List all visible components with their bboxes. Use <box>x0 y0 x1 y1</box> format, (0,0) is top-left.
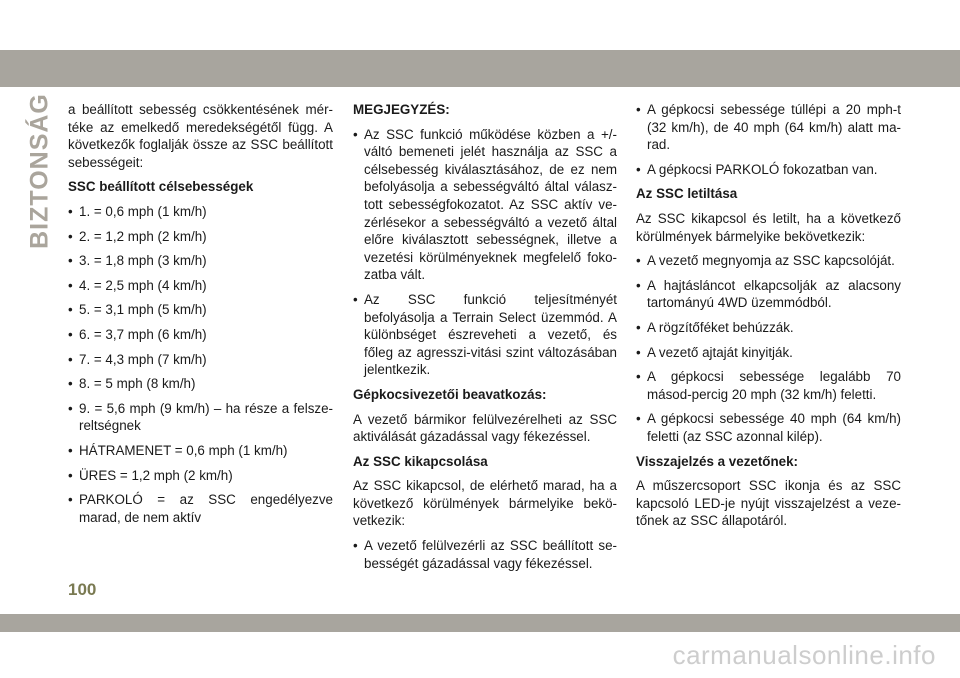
bullet-icon: • <box>68 253 73 269</box>
bullet-item <box>68 203 333 221</box>
bullet-icon: • <box>68 228 73 244</box>
bullet-text: HÁTRAMENET = 0,6 mph (1 km/h) <box>79 442 288 458</box>
bullet-icon: • <box>353 126 358 142</box>
bullet-text: 7. = 4,3 mph (7 km/h) <box>79 351 207 367</box>
bullet-text: A gépkocsi sebessége 40 mph (64 km/h) feletti (az SSC azonnal kilép). <box>647 411 901 444</box>
bullet-text: 2. = 1,2 mph (2 km/h) <box>79 228 207 244</box>
bullet-item <box>68 301 333 319</box>
bullet-icon: • <box>636 319 641 335</box>
bullet-text: 5. = 3,1 mph (5 km/h) <box>79 302 207 318</box>
bullet-item <box>68 442 333 460</box>
section-tab <box>25 92 54 249</box>
section-heading: Az SSC letiltása <box>636 186 738 202</box>
bullet-item <box>636 410 901 445</box>
bullet-text: 1. = 0,6 mph (1 km/h) <box>79 203 207 219</box>
bullet-icon: • <box>68 467 73 483</box>
bullet-item <box>68 228 333 246</box>
bullet-text: A gépkocsi PARKOLÓ fokozatban van. <box>647 161 878 177</box>
section-heading: MEGJEGYZÉS: <box>353 102 450 117</box>
body-paragraph: A vezető bármikor felülvezérelheti az SSC aktiválását gázadással vagy fékezéssel. <box>353 411 617 445</box>
section-heading: Az SSC kikapcsolása <box>353 453 488 469</box>
text-column-1 <box>68 101 333 533</box>
bullet-icon: • <box>353 538 358 554</box>
bullet-text: 8. = 5 mph (8 km/h) <box>79 376 196 392</box>
bullet-text: A vezető megnyomja az SSC kapcsolóját. <box>647 253 895 269</box>
bullet-icon: • <box>636 369 641 385</box>
text-column-2 <box>353 101 617 579</box>
bullet-item <box>68 252 333 270</box>
text-column-3 <box>636 101 901 537</box>
bullet-text: 6. = 3,7 mph (6 km/h) <box>79 326 207 342</box>
bullet-icon: • <box>68 351 73 367</box>
bullet-text: PARKOLÓ = az SSC engedélyezve marad, de nem aktív <box>79 492 333 525</box>
bullet-item <box>353 126 617 284</box>
bullet-icon: • <box>636 277 641 293</box>
bullet-text: A gépkocsi sebessége legalább 70 másod-percig 20 mph (32 km/h) feletti. <box>647 369 901 402</box>
bullet-text: A vezető ajtaját kinyitják. <box>647 344 793 360</box>
bullet-icon: • <box>636 102 641 117</box>
section-heading: Visszajelzés a vezetőnek: <box>636 453 799 469</box>
bullet-item <box>636 161 901 179</box>
bullet-item <box>68 467 333 485</box>
page-number: 100 <box>68 580 97 599</box>
bullet-text: Az SSC funkció teljesítményét befolyásolja a Terrain Select üzemmód. A különbséget észreveheti a vezető, és főleg az agresszi-vitási szint változásában jelentkezik. <box>364 291 617 378</box>
bullet-item <box>353 537 617 572</box>
bullet-text: A vezető felülvezérli az SSC beállított se-bességét gázadással vagy fékezéssel. <box>364 538 617 571</box>
bullet-item <box>636 344 901 362</box>
bullet-icon: • <box>636 411 641 427</box>
bullet-item <box>68 375 333 393</box>
bullet-icon: • <box>68 203 73 219</box>
bullet-item <box>68 326 333 344</box>
bullet-text: 4. = 2,5 mph (4 km/h) <box>79 277 207 293</box>
body-paragraph: A műszercsoport SSC ikonja és az SSC kapcsoló LED-je nyújt visszajelzést a veze-tőnek az SSC állapotáról. <box>636 478 901 529</box>
header-bar <box>0 50 960 87</box>
bullet-icon: • <box>68 442 73 458</box>
bullet-item <box>68 400 333 435</box>
watermark: carmanualsonline.info <box>672 640 936 670</box>
bullet-icon: • <box>68 326 73 342</box>
bullet-icon: • <box>68 302 73 318</box>
bullet-icon: • <box>68 400 73 416</box>
bullet-item <box>636 319 901 337</box>
bullet-icon: • <box>68 277 73 293</box>
section-heading: Gépkocsivezetői beavatkozás: <box>353 386 547 402</box>
bullet-icon: • <box>68 376 73 392</box>
bullet-icon: • <box>636 253 641 269</box>
bullet-text: A hajtásláncot elkapcsolják az alacsony tartományú 4WD üzemmódból. <box>647 277 901 311</box>
bullet-text: Az SSC funkció működése közben a +/- váltó bemeneti jelét használja az SSC a célsebesség kiválasztásához, de ez nem befolyásolja a sebességváltó által válasz-tott sebességfokozatot. Az SSC aktív ve-zérlésekor a sebességváltó a vezető által előre kiválasztott sebességnek, illetve a vezetési körülményeknek megfelelő foko-zatba vált. <box>364 126 617 283</box>
bullet-item <box>636 368 901 403</box>
body-paragraph: Az SSC kikapcsol, de elérhető marad, ha a következő körülmények bármelyike bekö-vetkezik: <box>353 478 617 529</box>
bullet-item <box>68 277 333 295</box>
bullet-text: A rögzítőféket behúzzák. <box>647 319 794 335</box>
section-tab-label: BIZTONSÁG <box>25 92 54 249</box>
bullet-text: 3. = 1,8 mph (3 km/h) <box>79 253 207 269</box>
bullet-item <box>636 252 901 270</box>
section-heading: SSC beállított célsebességek <box>68 179 254 195</box>
body-paragraph: Az SSC kikapcsol és letilt, ha a következő körülmények bármelyike bekövetkezik: <box>636 210 901 244</box>
bullet-icon: • <box>636 161 641 177</box>
bullet-text: A gépkocsi sebessége túllépi a 20 mph-t (32 km/h), de 40 mph (64 km/h) alatt ma-rad. <box>647 102 901 153</box>
bullet-item <box>636 101 901 154</box>
bullet-icon: • <box>636 344 641 360</box>
footer-bar <box>0 614 960 632</box>
bullet-item <box>68 351 333 369</box>
bullet-icon: • <box>68 492 73 508</box>
bullet-item <box>636 277 901 312</box>
bullet-item <box>68 491 333 526</box>
body-paragraph: a beállított sebesség csökkentésének mér-téke az emelkedő meredekségétől függ. A következők foglalják össze az SSC beállított sebességeit: <box>68 102 333 170</box>
bullet-text: ÜRES = 1,2 mph (2 km/h) <box>79 467 233 483</box>
bullet-item <box>353 291 617 379</box>
bullet-icon: • <box>353 291 358 307</box>
bullet-text: 9. = 5,6 mph (9 km/h) – ha része a felsze-reltségnek <box>79 400 333 434</box>
